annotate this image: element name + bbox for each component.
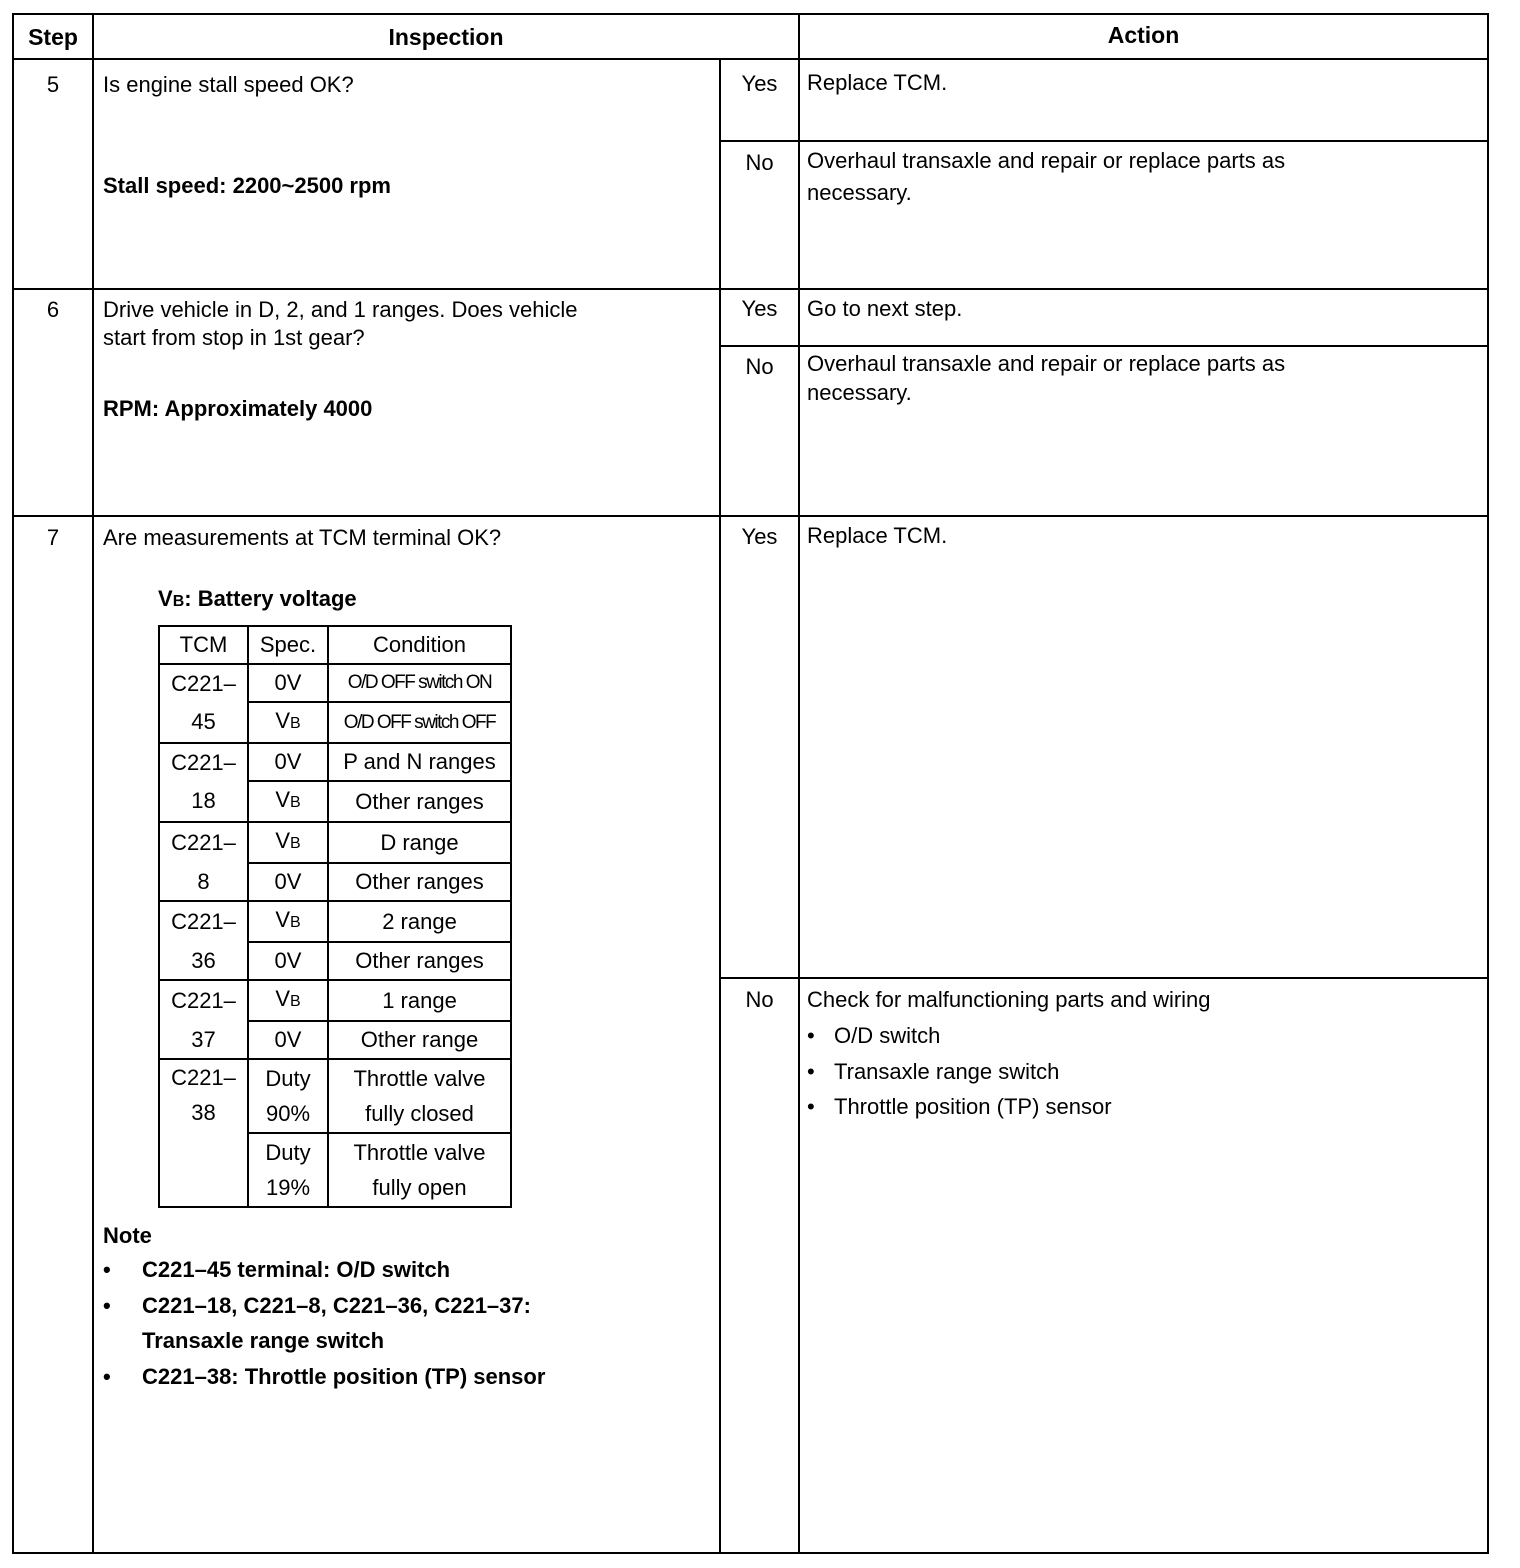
condition: 2 range <box>328 901 511 942</box>
vb-subscript: B <box>172 593 185 610</box>
no-action-bullet: • <box>807 1059 815 1084</box>
header-step: Step <box>28 24 78 50</box>
tcm-terminal: C221– <box>159 743 248 781</box>
yes-action: Replace TCM. <box>807 70 948 95</box>
tcm-terminal: 8 <box>159 863 248 901</box>
yesno-divider-5 <box>719 140 1489 142</box>
vb-symbol: V <box>275 708 290 733</box>
tcm-terminal: C221– <box>159 901 248 942</box>
tcm-terminal-line-2: 38 <box>191 1100 216 1125</box>
vb-symbol: V <box>275 907 290 932</box>
spec-row <box>159 702 511 743</box>
tcm-terminal-line-1: C221– <box>171 1065 236 1090</box>
spec-value <box>248 1133 328 1207</box>
step-number: 5 <box>46 72 60 97</box>
vb-definition <box>158 584 357 616</box>
col-header-condition: Condition <box>328 626 511 664</box>
spec-value-vb <box>248 980 328 1021</box>
vb-symbol: V <box>275 986 290 1011</box>
note-title: Note <box>103 1223 152 1248</box>
note-bullet: • <box>103 1293 111 1318</box>
no-label: No <box>745 354 774 379</box>
spec-value: 0V <box>248 743 328 781</box>
col-divider-action <box>798 13 800 1554</box>
no-action-line-1: Overhaul transaxle and repair or replace parts as <box>807 351 1286 376</box>
condition-line-2: fully closed <box>365 1101 474 1126</box>
spec-value: 0V <box>248 664 328 702</box>
vb-subscript: B <box>290 993 301 1010</box>
condition: Other range <box>328 1021 511 1059</box>
col-divider-yesno <box>719 58 721 1554</box>
no-action-bullet: • <box>807 1094 815 1119</box>
spec-duty-value: 19% <box>265 1175 311 1200</box>
col-divider-step <box>92 13 94 1554</box>
yes-label: Yes <box>741 524 778 549</box>
step-number: 7 <box>46 525 60 550</box>
spec-value-vb <box>248 822 328 863</box>
vb-symbol: V <box>275 828 290 853</box>
header-inspection: Inspection <box>388 24 504 50</box>
no-action-line-2: necessary. <box>807 380 912 405</box>
spec-value: 0V <box>248 942 328 980</box>
no-action: Check for malfunctioning parts and wiring <box>807 987 1211 1012</box>
yesno-divider-6 <box>719 345 1489 347</box>
no-action-item: O/D switch <box>834 1023 941 1048</box>
inspection-question-line-2: start from stop in 1st gear? <box>103 325 365 350</box>
spec-row <box>159 743 511 781</box>
col-header-tcm: TCM <box>159 626 248 664</box>
tcm-terminal: C221– <box>159 980 248 1021</box>
spec-value-vb <box>248 901 328 942</box>
vb-subscript: B <box>290 914 301 931</box>
yes-action: Replace TCM. <box>807 523 948 548</box>
spec-row <box>159 1059 511 1133</box>
inspection-spec: Stall speed: 2200~2500 rpm <box>103 173 391 198</box>
condition: Other ranges <box>328 781 511 822</box>
note-item: C221–18, C221–8, C221–36, C221–37: <box>142 1293 531 1318</box>
condition-line-1: Throttle valve <box>353 1140 486 1165</box>
spec-row <box>159 901 511 942</box>
no-action-line-2: necessary. <box>807 180 912 205</box>
spec-value-vb <box>248 781 328 822</box>
step-number: 6 <box>46 297 60 322</box>
note-item: C221–38: Throttle position (TP) sensor <box>142 1364 546 1389</box>
note-bullet: • <box>103 1257 111 1282</box>
vb-subscript: B <box>290 715 301 732</box>
tcm-terminal <box>159 1059 248 1133</box>
frame-right <box>1487 13 1489 1554</box>
condition <box>328 1133 511 1207</box>
row-divider-5-6 <box>12 288 1489 290</box>
note-bullet: • <box>103 1364 111 1389</box>
col-header-spec: Spec. <box>248 626 328 664</box>
spec-duty-label: Duty <box>265 1066 311 1091</box>
condition: D range <box>328 822 511 863</box>
condition: P and N ranges <box>328 743 511 781</box>
no-action-line-1: Overhaul transaxle and repair or replace parts as <box>807 148 1286 173</box>
spec-row <box>159 1021 511 1059</box>
note-item: C221–45 terminal: O/D switch <box>142 1257 451 1282</box>
no-action-item: Transaxle range switch <box>834 1059 1060 1084</box>
yes-label: Yes <box>741 296 778 321</box>
frame-left <box>12 13 14 1554</box>
header-action: Action <box>1107 22 1180 48</box>
spec-value: 0V <box>248 1021 328 1059</box>
tcm-terminal: 36 <box>159 942 248 980</box>
spec-row <box>159 980 511 1021</box>
yesno-divider-7 <box>719 977 1489 979</box>
spec-row <box>159 863 511 901</box>
condition <box>328 1059 511 1133</box>
vb-symbol: V <box>158 586 173 611</box>
vb-symbol: V <box>275 787 290 812</box>
spec-row <box>159 822 511 863</box>
tcm-spec-table <box>158 625 512 1208</box>
yes-label: Yes <box>741 71 778 96</box>
frame-bottom <box>12 1552 1489 1554</box>
tcm-terminal: 18 <box>159 781 248 822</box>
inspection-question: Is engine stall speed OK? <box>103 72 354 97</box>
no-label: No <box>745 150 774 175</box>
inspection-question: Are measurements at TCM terminal OK? <box>103 525 502 550</box>
header-divider <box>12 58 1489 60</box>
condition-line-1: Throttle valve <box>353 1066 486 1091</box>
row-divider-6-7 <box>12 515 1489 517</box>
spec-row <box>159 942 511 980</box>
spec-duty-label: Duty <box>265 1140 311 1165</box>
condition: 1 range <box>328 980 511 1021</box>
condition: Other ranges <box>328 942 511 980</box>
vb-subscript: B <box>290 794 301 811</box>
spec-duty-value: 90% <box>265 1101 311 1126</box>
no-action-bullet: • <box>807 1023 815 1048</box>
inspection-question-line-1: Drive vehicle in D, 2, and 1 ranges. Does vehicle <box>103 297 578 322</box>
spec-row <box>159 664 511 702</box>
yes-action: Go to next step. <box>807 296 963 321</box>
condition: O/D OFF switch ON <box>328 664 511 702</box>
condition: Other ranges <box>328 863 511 901</box>
frame-top <box>12 13 1489 15</box>
spec-row <box>159 1133 511 1207</box>
tcm-terminal: C221– <box>159 664 248 702</box>
inspection-spec: RPM: Approximately 4000 <box>103 396 373 421</box>
tcm-terminal: 45 <box>159 702 248 743</box>
spec-header-row <box>159 626 511 664</box>
no-label: No <box>745 987 774 1012</box>
spec-value-vb <box>248 702 328 743</box>
condition-line-2: fully open <box>372 1175 467 1200</box>
spec-value: 0V <box>248 863 328 901</box>
tcm-terminal: C221– <box>159 822 248 863</box>
tcm-terminal: 37 <box>159 1021 248 1059</box>
vb-subscript: B <box>290 835 301 852</box>
note-item-continuation: Transaxle range switch <box>142 1328 385 1353</box>
tcm-terminal-empty <box>159 1133 248 1207</box>
no-action-item: Throttle position (TP) sensor <box>834 1094 1112 1119</box>
condition: O/D OFF switch OFF <box>328 702 511 743</box>
spec-row <box>159 781 511 822</box>
vb-text: : Battery voltage <box>184 586 357 611</box>
spec-value <box>248 1059 328 1133</box>
